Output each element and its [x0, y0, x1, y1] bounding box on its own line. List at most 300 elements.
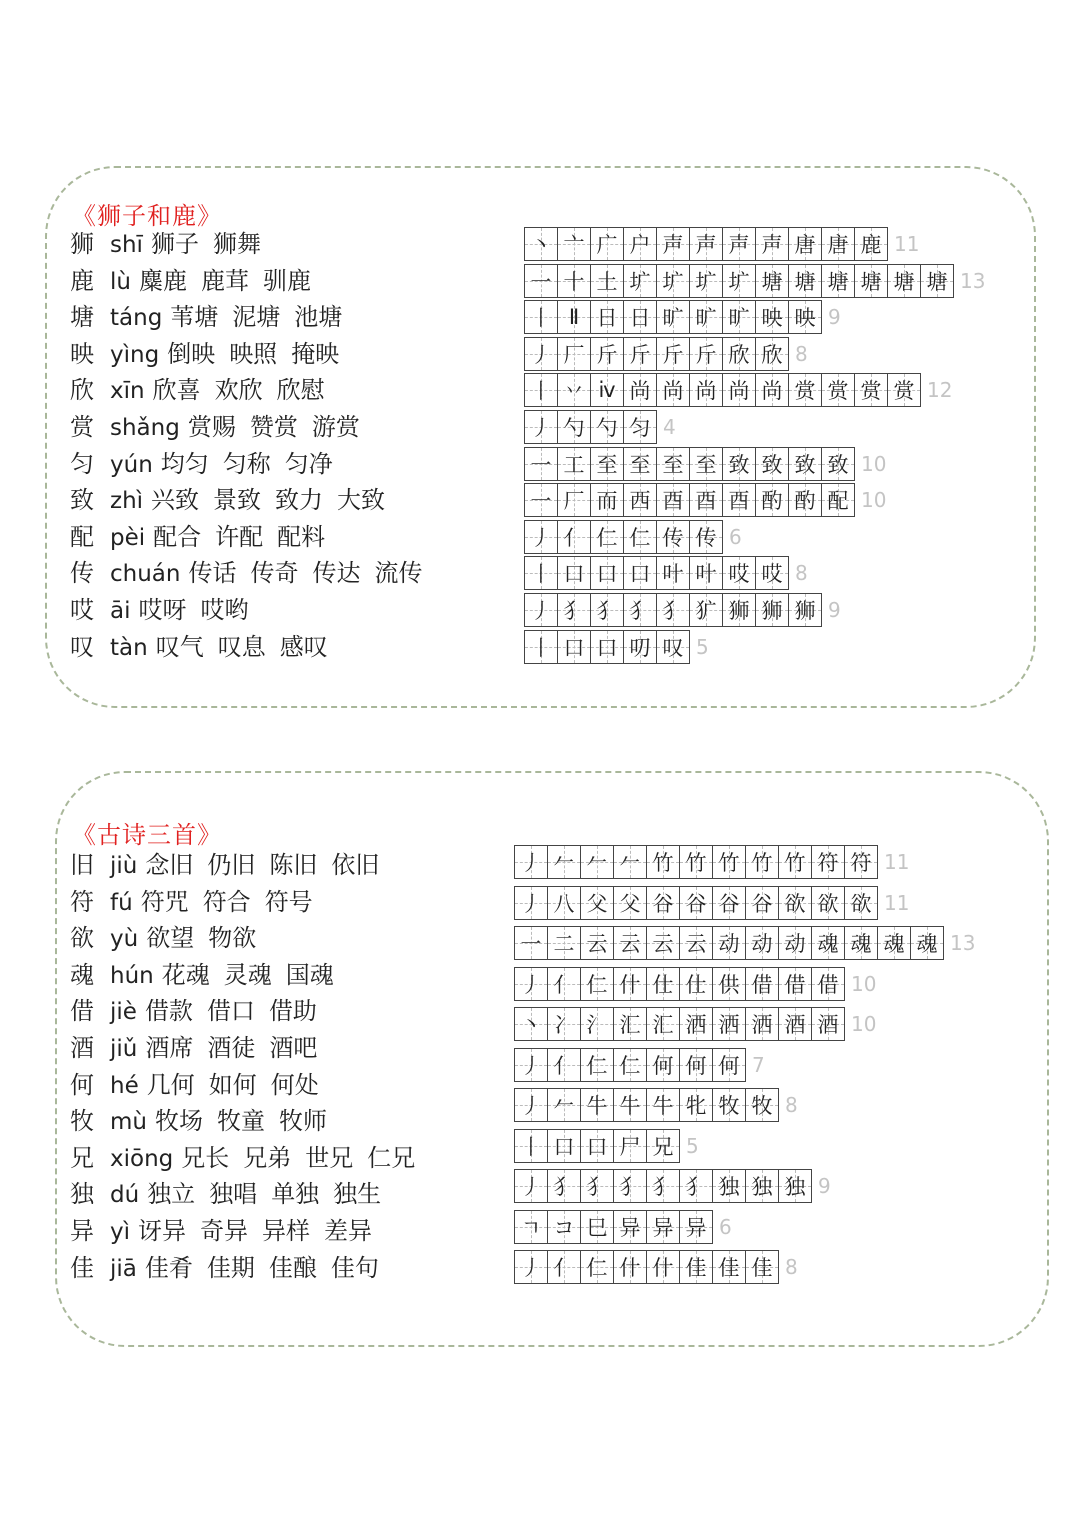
- stroke-order-strip: [514, 845, 909, 879]
- stroke-cell: 声: [722, 227, 756, 261]
- vocab-row: [70, 1214, 386, 1248]
- stroke-cell: 𠂉: [580, 845, 614, 879]
- vocab-word: 借口: [206, 997, 255, 1026]
- vocab-word: 牧师: [278, 1107, 327, 1136]
- stroke-cell: 仁: [580, 1048, 614, 1082]
- stroke-cell: 父: [580, 886, 614, 920]
- stroke-count: 12: [927, 378, 953, 403]
- stroke-cell: 酒: [811, 1007, 845, 1041]
- stroke-cell: 十: [557, 264, 591, 298]
- vocab-char: 借: [70, 997, 94, 1026]
- vocab-row: [70, 300, 356, 334]
- stroke-cell: 兄: [646, 1129, 680, 1163]
- vocab-pinyin: shǎng: [110, 415, 180, 441]
- vocab-word: 景致: [213, 486, 262, 515]
- stroke-cell: 谷: [646, 886, 680, 920]
- vocab-word: 匀净: [284, 449, 333, 478]
- stroke-cell: 映: [788, 300, 822, 334]
- stroke-cell: 符: [844, 845, 878, 879]
- stroke-cell: 什: [646, 1250, 680, 1284]
- stroke-cell: 佳: [679, 1250, 713, 1284]
- vocab-row: [70, 483, 399, 517]
- vocab-word: 配料: [277, 522, 326, 551]
- vocab-char: 映: [70, 339, 94, 368]
- stroke-cell: 𠂉: [547, 845, 581, 879]
- stroke-cell: 二: [547, 926, 581, 960]
- vocab-pinyin: yì: [110, 1219, 131, 1245]
- vocab-word: 符号: [264, 887, 313, 916]
- stroke-count: 11: [884, 890, 910, 915]
- vocab-word: 哎哟: [200, 596, 249, 624]
- stroke-cell: 口: [623, 556, 657, 590]
- vocab-word: 奇异: [200, 1217, 249, 1245]
- stroke-cell: 𠂉: [547, 1088, 581, 1122]
- vocab-pinyin: jiè: [110, 999, 137, 1026]
- stroke-count: 11: [894, 232, 920, 256]
- stroke-cell: 圹: [722, 264, 756, 298]
- vocab-word: 叹气: [155, 632, 204, 661]
- stroke-cell: 旷: [656, 300, 690, 334]
- stroke-cell: 洒: [745, 1007, 779, 1041]
- stroke-cell: 犭: [557, 593, 591, 627]
- vocab-word: 讶异: [138, 1217, 187, 1245]
- stroke-cell: 欲: [844, 886, 878, 920]
- vocab-char: 旧: [70, 851, 94, 879]
- stroke-cell: 佳: [712, 1250, 746, 1284]
- stroke-cell: ㄱ: [514, 1210, 548, 1244]
- vocab-pinyin: yìng: [110, 341, 160, 368]
- stroke-cell: 旷: [722, 300, 756, 334]
- stroke-count: 8: [785, 1255, 798, 1279]
- vocab-char: 酒: [70, 1034, 94, 1062]
- vocab-word: 牧童: [216, 1107, 265, 1136]
- vocab-word: 掩映: [291, 339, 340, 368]
- stroke-cell: 尚: [689, 373, 723, 407]
- stroke-cell: 犭: [547, 1169, 581, 1203]
- vocab-word: 鹿茸: [200, 266, 249, 295]
- stroke-cell: 塘: [755, 264, 789, 298]
- stroke-cell: 动: [778, 926, 812, 960]
- vocab-row: [70, 447, 347, 481]
- stroke-cell: 丿: [524, 593, 558, 627]
- stroke-cell: 叹: [656, 630, 690, 664]
- vocab-pinyin: shī: [110, 232, 143, 258]
- vocab-pinyin: āi: [110, 598, 131, 624]
- stroke-cell: 丶: [524, 227, 558, 261]
- stroke-cell: 牝: [679, 1088, 713, 1122]
- stroke-cell: 仁: [623, 520, 657, 554]
- stroke-cell: 谷: [679, 886, 713, 920]
- stroke-cell: 丿: [524, 410, 558, 444]
- stroke-cell: 佳: [745, 1250, 779, 1284]
- stroke-cell: 口: [590, 556, 624, 590]
- vocab-word: 何处: [270, 1070, 319, 1099]
- stroke-cell: 赏: [854, 373, 888, 407]
- stroke-cell: 竹: [679, 845, 713, 879]
- vocab-word: 酒席: [145, 1034, 194, 1062]
- stroke-cell: 独: [778, 1169, 812, 1203]
- vocab-pinyin: lù: [110, 268, 131, 295]
- stroke-cell: 塘: [788, 264, 822, 298]
- stroke-cell: 圹: [623, 264, 657, 298]
- stroke-cell: 牛: [646, 1088, 680, 1122]
- stroke-cell: 汇: [646, 1007, 680, 1041]
- stroke-cell: 尚: [623, 373, 657, 407]
- vocab-char: 鹿: [70, 266, 94, 295]
- stroke-cell: 汇: [613, 1007, 647, 1041]
- stroke-cell: 勺: [557, 410, 591, 444]
- stroke-cell: 何: [679, 1048, 713, 1082]
- vocab-word: 牧场: [154, 1107, 203, 1136]
- stroke-count: 8: [795, 561, 808, 586]
- stroke-cell: 斤: [623, 337, 657, 371]
- vocab-word: 如何: [208, 1070, 257, 1099]
- vocab-word: 倒映: [167, 339, 216, 368]
- stroke-cell: 亻: [547, 1048, 581, 1082]
- stroke-cell: 魂: [811, 926, 845, 960]
- vocab-word: 佳肴: [144, 1253, 193, 1282]
- stroke-count: 7: [752, 1052, 765, 1077]
- stroke-count: 4: [663, 415, 676, 439]
- vocab-word: 符合: [202, 887, 251, 916]
- stroke-cell: 丷: [557, 373, 591, 407]
- stroke-cell: 八: [547, 886, 581, 920]
- stroke-cell: 狮: [788, 593, 822, 627]
- stroke-cell: 云: [679, 926, 713, 960]
- vocab-char: 叹: [70, 632, 94, 661]
- vocab-char: 狮: [70, 230, 94, 258]
- stroke-cell: 丿: [524, 520, 558, 554]
- vocab-word: 兴致: [151, 486, 200, 515]
- vocab-word: 独立: [147, 1180, 196, 1209]
- stroke-cell: 至: [590, 447, 624, 481]
- vocab-word: 酒吧: [269, 1034, 318, 1062]
- stroke-order-strip: [514, 1048, 765, 1082]
- vocab-word: 物欲: [208, 924, 257, 953]
- stroke-cell: 欣: [755, 337, 789, 371]
- section-title: 《古诗三首》: [72, 821, 222, 849]
- stroke-count: 6: [729, 524, 742, 549]
- stroke-cell: 一: [514, 926, 548, 960]
- stroke-cell: 斤: [656, 337, 690, 371]
- vocab-row: [70, 1177, 395, 1211]
- stroke-cell: 𠂉: [613, 845, 647, 879]
- stroke-cell: 犭: [580, 1169, 614, 1203]
- vocab-char: 传: [70, 559, 94, 588]
- vocab-row: [70, 556, 436, 590]
- stroke-cell: 叨: [623, 630, 657, 664]
- stroke-cell: 何: [646, 1048, 680, 1082]
- stroke-cell: 传: [689, 520, 723, 554]
- stroke-cell: 丨: [514, 1129, 548, 1163]
- stroke-cell: 仕: [679, 967, 713, 1001]
- stroke-cell: 声: [755, 227, 789, 261]
- stroke-cell: 亻: [547, 967, 581, 1001]
- vocab-word: 酒徒: [207, 1034, 256, 1062]
- vocab-pinyin: dú: [110, 1182, 140, 1209]
- vocab-word: 映照: [229, 339, 278, 368]
- stroke-cell: 赏: [788, 373, 822, 407]
- stroke-cell: 洒: [679, 1007, 713, 1041]
- stroke-order-strip: [524, 593, 841, 627]
- stroke-count: 5: [686, 1133, 699, 1158]
- vocab-word: 兄长: [181, 1143, 230, 1172]
- vocab-row: [70, 630, 342, 664]
- vocab-char: 致: [70, 486, 94, 515]
- vocab-word: 狮子: [150, 230, 199, 258]
- vocab-row: [70, 1068, 333, 1102]
- stroke-cell: 酒: [778, 1007, 812, 1041]
- vocab-pinyin: fú: [110, 889, 133, 916]
- stroke-cell: 唐: [788, 227, 822, 261]
- stroke-cell: 竹: [646, 845, 680, 879]
- stroke-cell: ⅳ: [590, 373, 624, 407]
- vocab-word: 念旧: [145, 851, 194, 879]
- stroke-count: 8: [795, 341, 808, 366]
- vocab-row: [70, 264, 325, 298]
- stroke-order-strip: [524, 227, 919, 261]
- vocab-pinyin: táng: [110, 305, 163, 332]
- stroke-count: 6: [719, 1214, 732, 1239]
- vocab-word: 赏赐: [187, 413, 236, 441]
- vocab-pinyin: yù: [110, 926, 139, 953]
- stroke-cell: 斤: [590, 337, 624, 371]
- stroke-cell: 致: [821, 447, 855, 481]
- stroke-order-strip: [524, 300, 841, 334]
- stroke-cell: 牛: [580, 1088, 614, 1122]
- vocab-pinyin: xiōng: [110, 1145, 174, 1172]
- vocab-row: [70, 848, 393, 882]
- vocab-row: [70, 958, 348, 992]
- vocab-word: 佳期: [206, 1253, 255, 1282]
- vocab-word: 国魂: [285, 960, 334, 989]
- stroke-count: 9: [818, 1174, 831, 1198]
- stroke-cell: 动: [712, 926, 746, 960]
- stroke-cell: 亻: [557, 520, 591, 554]
- vocab-word: 苇塘: [170, 303, 219, 332]
- stroke-cell: 云: [580, 926, 614, 960]
- stroke-cell: 配: [821, 483, 855, 517]
- vocab-pinyin: xīn: [110, 378, 145, 405]
- stroke-cell: 丿: [514, 1048, 548, 1082]
- stroke-cell: 斤: [689, 337, 723, 371]
- stroke-cell: 圹: [689, 264, 723, 298]
- stroke-order-strip: [514, 967, 876, 1001]
- stroke-order-strip: [524, 410, 676, 444]
- vocab-word: 独唱: [209, 1180, 258, 1209]
- vocab-word: 几何: [146, 1070, 195, 1099]
- stroke-order-strip: [514, 926, 975, 960]
- vocab-word: 传话: [188, 559, 237, 588]
- stroke-cell: 异: [646, 1210, 680, 1244]
- stroke-count: 13: [960, 268, 986, 293]
- vocab-pinyin: jiù: [110, 853, 138, 879]
- vocab-word: 感叹: [279, 632, 328, 661]
- vocab-word: 麋鹿: [138, 266, 187, 295]
- vocab-word: 均匀: [160, 449, 209, 478]
- vocab-row: [70, 337, 353, 371]
- stroke-cell: 冫: [547, 1007, 581, 1041]
- vocab-word: 叹息: [217, 632, 266, 661]
- vocab-pinyin: chuán: [110, 561, 181, 588]
- stroke-cell: 口: [557, 556, 591, 590]
- stroke-cell: 至: [656, 447, 690, 481]
- stroke-order-strip: [524, 337, 808, 371]
- vocab-word: 泥塘: [232, 303, 281, 332]
- vocab-word: 佳酿: [268, 1253, 317, 1282]
- stroke-cell: 狮: [722, 593, 756, 627]
- stroke-cell: 致: [722, 447, 756, 481]
- vocab-row: [70, 227, 275, 261]
- vocab-word: 赞赏: [249, 413, 298, 441]
- stroke-cell: 借: [811, 967, 845, 1001]
- vocab-pinyin: jiā: [110, 1255, 137, 1282]
- stroke-cell: 洒: [712, 1007, 746, 1041]
- stroke-cell: 犭: [623, 593, 657, 627]
- stroke-cell: 借: [745, 967, 779, 1001]
- stroke-order-strip: [514, 1007, 876, 1041]
- stroke-cell: 赏: [887, 373, 921, 407]
- stroke-order-strip: [524, 556, 808, 590]
- vocab-word: 借助: [268, 997, 317, 1026]
- stroke-cell: 酌: [788, 483, 822, 517]
- stroke-cell: 尚: [722, 373, 756, 407]
- stroke-cell: 云: [646, 926, 680, 960]
- stroke-cell: 借: [778, 967, 812, 1001]
- vocab-row: [70, 410, 374, 444]
- vocab-char: 赏: [70, 413, 94, 441]
- vocab-row: [70, 1141, 429, 1175]
- stroke-cell: 勺: [590, 410, 624, 444]
- vocab-word: 大致: [337, 486, 386, 515]
- stroke-count: 5: [696, 634, 709, 659]
- stroke-cell: 丨: [524, 373, 558, 407]
- vocab-word: 欣喜: [152, 376, 201, 405]
- vocab-word: 独生: [333, 1180, 382, 1209]
- stroke-cell: 牧: [745, 1088, 779, 1122]
- stroke-cell: 犭: [656, 593, 690, 627]
- stroke-cell: 土: [590, 264, 624, 298]
- stroke-cell: 仁: [580, 967, 614, 1001]
- stroke-order-strip: [524, 447, 886, 481]
- stroke-cell: 哎: [755, 556, 789, 590]
- stroke-cell: 仁: [580, 1250, 614, 1284]
- stroke-cell: 叶: [656, 556, 690, 590]
- vocab-word: 传达: [312, 559, 361, 588]
- stroke-cell: 酉: [689, 483, 723, 517]
- stroke-cell: 尸: [613, 1129, 647, 1163]
- stroke-cell: 口: [547, 1129, 581, 1163]
- stroke-cell: 尚: [656, 373, 690, 407]
- stroke-order-strip: [514, 1210, 732, 1244]
- stroke-cell: 日: [590, 300, 624, 334]
- stroke-cell: 供: [712, 967, 746, 1001]
- stroke-cell: 魂: [910, 926, 944, 960]
- stroke-cell: 圹: [656, 264, 690, 298]
- stroke-order-strip: [514, 1088, 798, 1122]
- vocab-word: 仍旧: [207, 851, 256, 879]
- stroke-cell: 丿: [514, 886, 548, 920]
- stroke-cell: 独: [745, 1169, 779, 1203]
- stroke-cell: 异: [679, 1210, 713, 1244]
- stroke-count: 13: [950, 931, 976, 955]
- stroke-cell: 厂: [557, 337, 591, 371]
- vocab-char: 符: [70, 887, 94, 916]
- stroke-cell: 什: [613, 967, 647, 1001]
- stroke-cell: 亻: [547, 1250, 581, 1284]
- vocab-row: [70, 1251, 393, 1285]
- stroke-cell: 犭: [613, 1169, 647, 1203]
- vocab-word: 哎呀: [138, 596, 187, 624]
- stroke-cell: 鹿: [854, 227, 888, 261]
- stroke-count: 10: [861, 451, 887, 476]
- vocab-char: 配: [70, 522, 94, 551]
- vocab-row: [70, 520, 339, 554]
- stroke-cell: 西: [623, 483, 657, 517]
- stroke-cell: 欲: [811, 886, 845, 920]
- stroke-order-strip: [524, 373, 952, 407]
- vocab-char: 匀: [70, 449, 94, 478]
- stroke-cell: 谷: [712, 886, 746, 920]
- stroke-cell: 厂: [557, 483, 591, 517]
- stroke-cell: 仁: [590, 520, 624, 554]
- stroke-cell: 匀: [623, 410, 657, 444]
- vocab-word: 游赏: [311, 413, 360, 441]
- stroke-cell: 日: [623, 300, 657, 334]
- stroke-cell: 丿: [524, 337, 558, 371]
- vocab-row: [70, 1031, 331, 1065]
- stroke-cell: 欣: [722, 337, 756, 371]
- stroke-cell: 哎: [722, 556, 756, 590]
- stroke-cell: 欲: [778, 886, 812, 920]
- stroke-count: 10: [851, 971, 877, 996]
- stroke-cell: コ: [547, 1210, 581, 1244]
- vocab-word: 流传: [374, 559, 423, 588]
- stroke-order-strip: [514, 1129, 699, 1163]
- vocab-word: 仁兄: [367, 1143, 416, 1172]
- stroke-cell: 丿: [514, 1088, 548, 1122]
- stroke-cell: 仕: [646, 967, 680, 1001]
- stroke-cell: 至: [689, 447, 723, 481]
- stroke-order-strip: [514, 886, 909, 920]
- vocab-char: 塘: [70, 303, 94, 332]
- stroke-cell: 酉: [722, 483, 756, 517]
- vocab-char: 哎: [70, 596, 94, 624]
- stroke-cell: 塘: [821, 264, 855, 298]
- vocab-word: 驯鹿: [262, 266, 311, 295]
- stroke-order-strip: [514, 1169, 831, 1203]
- vocab-word: 匀称: [222, 449, 271, 478]
- stroke-cell: 赏: [821, 373, 855, 407]
- stroke-count: 9: [828, 305, 841, 330]
- stroke-cell: 酌: [755, 483, 789, 517]
- vocab-pinyin: mù: [110, 1109, 147, 1136]
- stroke-cell: 至: [623, 447, 657, 481]
- vocab-row: [70, 921, 270, 955]
- vocab-row: [70, 994, 331, 1028]
- stroke-cell: 尚: [755, 373, 789, 407]
- vocab-char: 佳: [70, 1253, 94, 1282]
- stroke-cell: 塘: [854, 264, 888, 298]
- vocab-word: 借款: [144, 997, 193, 1026]
- vocab-char: 牧: [70, 1107, 94, 1136]
- stroke-cell: 丶: [514, 1007, 548, 1041]
- stroke-cell: 犭: [646, 1169, 680, 1203]
- stroke-cell: 巳: [580, 1210, 614, 1244]
- section-title: 《狮子和鹿》: [72, 202, 222, 230]
- vocab-word: 许配: [215, 522, 264, 551]
- stroke-cell: 狮: [755, 593, 789, 627]
